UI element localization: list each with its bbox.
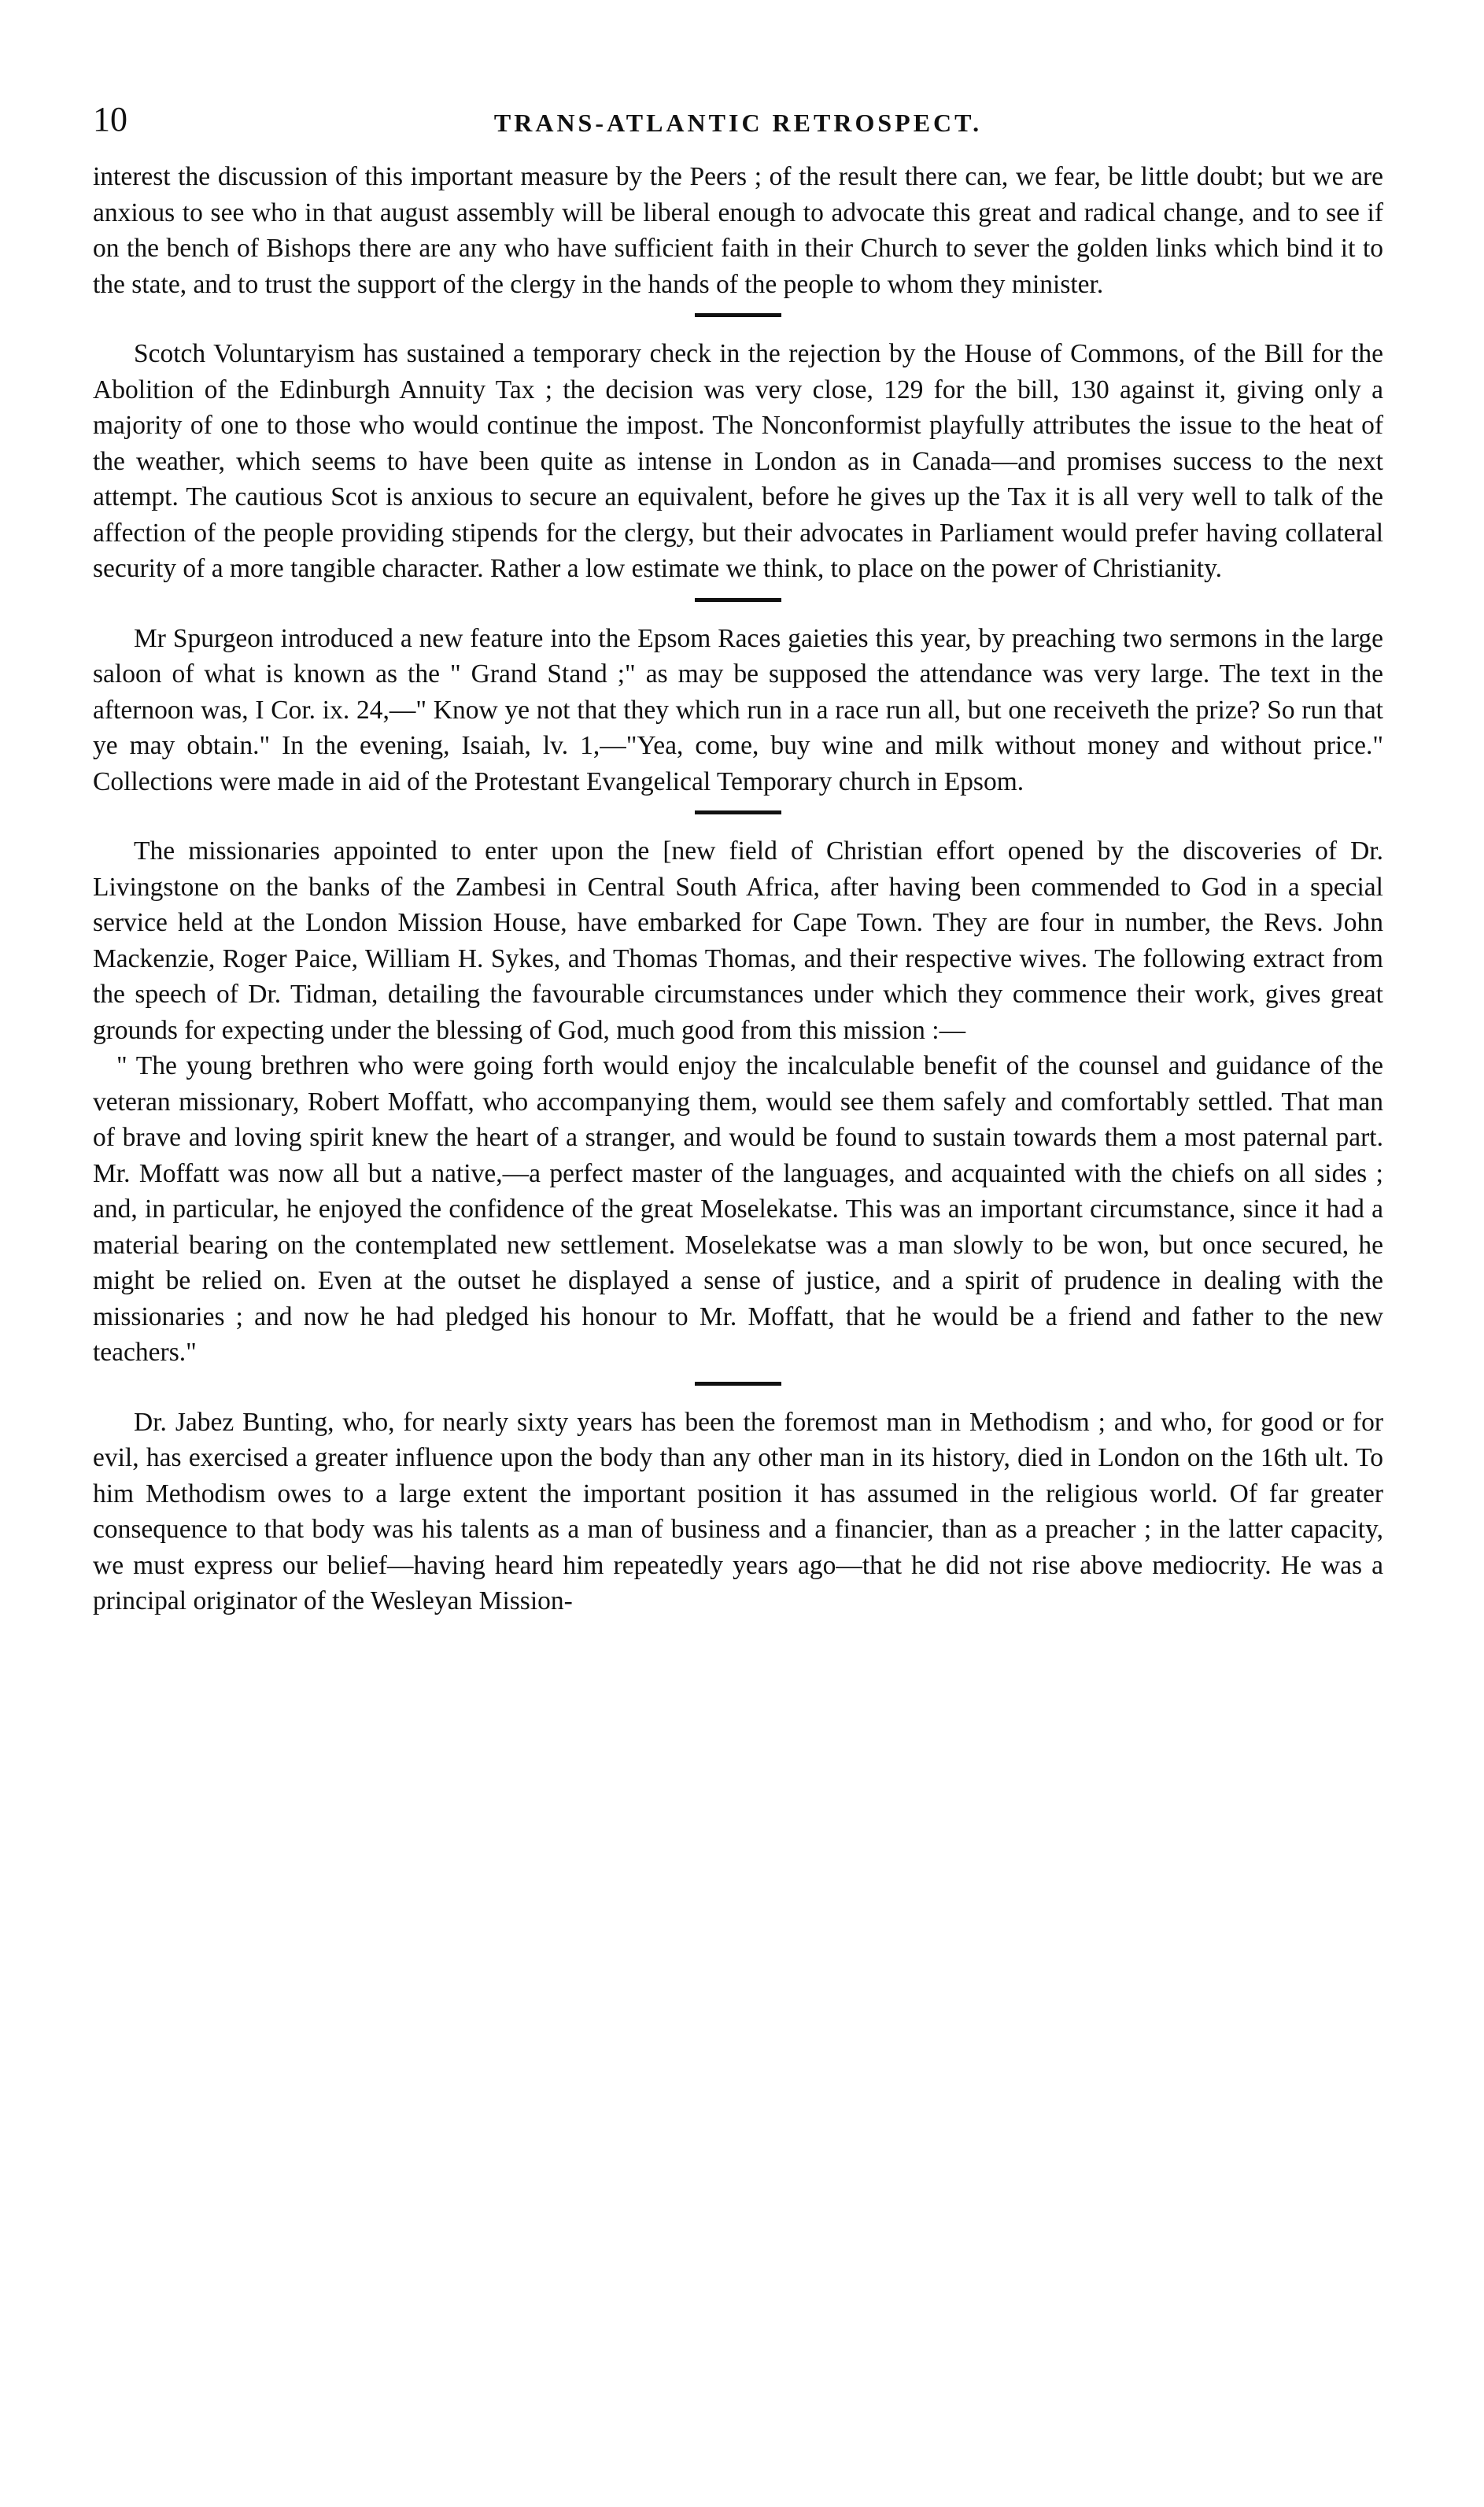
section-divider [695, 810, 781, 814]
section-divider [695, 313, 781, 317]
section-divider [695, 598, 781, 602]
paragraph-peers: interest the discussion of this important measure by the Peers ; of the result there can, we fear, be little doubt; but we are anxious to see who in that august assembly will be liberal enough to advocate this great and radical change, and to see if on the bench of Bishops there are any who have sufficient faith in their Church to sever the golden links which bind it to the state, and to trust the support of the clergy in the hands of the people to whom they minister. [93, 162, 1383, 299]
paragraph-missionaries: The missionaries appointed to enter upon the [new field of Christian effort opened by the discoveries of Dr. Livingstone on the banks of the Zambesi in Central South Africa, after having been commended to God in a special service held at the London Mission House, have embarked for Cape Town. They are four in number, the Revs. John Mackenzie, Roger Paice, William H. Sykes, and Thomas Thomas, and their respective wives. The following extract from the speech of Dr. Tidman, detailing the favourable circumstances under which they commence their work, gives great grounds for expecting under the blessing of God, much good from this mission :— [93, 836, 1383, 1045]
section-divider [695, 1382, 781, 1386]
paragraph-jabez-bunting: Dr. Jabez Bunting, who, for nearly sixty years has been the foremost man in Methodism ; and who, for good or for evil, has exercised a greater influence upon the body than any other man in its history, died in London on the 16th ult. To him Methodism owes to a large extent the important position it has assumed in the religious world. Of far greater consequence to that body was his talents as a man of business and a financier, than as a preacher ; in the latter capacity, we must express our belief—having heard him repeatedly years ago—that he did not rise above mediocrity. He was a principal originator of the Wesleyan Mission- [93, 1407, 1383, 1615]
running-title: TRANS-ATLANTIC RETROSPECT. [493, 109, 983, 137]
paragraph-tidman-quote: " The young brethren who were going forth would enjoy the incalculable benefit of the counsel and guidance of the veteran missionary, Robert Moffatt, who accompanying them, would see them safely and comfortably settled. That man of brave and loving spirit knew the heart of a stranger, and would be found to sustain towards them a most paternal part. Mr. Moffatt was now all but a native,—a perfect master of the languages, and acquainted with the chiefs on all sides ; and, in particular, he enjoyed the confidence of the great Moselekatse. This was an important circumstance, since it had a material bearing on the contemplated new settlement. Moselekatse was a man slowly to be won, but once secured, he might be relied on. Even at the outset he displayed a sense of justice, and a spirit of prudence in dealing with the missionaries ; and now he had pledged his honour to Mr. Moffatt, that he would be a friend and father to the new teachers." [93, 1051, 1383, 1367]
paragraph-spurgeon: Mr Spurgeon introduced a new feature into the Epsom Races gaieties this year, by preaching two sermons in the large saloon of what is known as the " Grand Stand ;" as may be supposed the attendance was very large. The text in the afternoon was, I Cor. ix. 24,—" Know ye not that they which run in a race run all, but one receiveth the prize? So run that ye may obtain." In the evening, Isaiah, lv. 1,—"Yea, come, buy wine and milk without money and without price." Collections were made in aid of the Protestant Evangelical Temporary church in Epsom. [93, 623, 1383, 796]
article-body [93, 159, 1383, 1619]
page-number: 10 [93, 100, 127, 138]
page [93, 96, 1383, 1619]
page-header [93, 96, 1383, 159]
paragraph-scotch-voluntaryism: Scotch Voluntaryism has sustained a temporary check in the rejection by the House of Commons, of the Bill for the Abolition of the Edinburgh Annuity Tax ; the decision was very close, 129 for the bill, 130 against it, giving only a majority of one to those who would continue the impost. The Nonconformist playfully attributes the issue to the heat of the weather, which seems to have been quite as intense in London as in Canada—and promises success to the next attempt. The cautious Scot is anxious to secure an equivalent, before he gives up the Tax it is all very well to talk of the affection of the people providing stipends for the clergy, but their advocates in Parliament would prefer having collateral security of a more tangible character. Rather a low estimate we think, to place on the power of Christianity. [93, 339, 1383, 583]
